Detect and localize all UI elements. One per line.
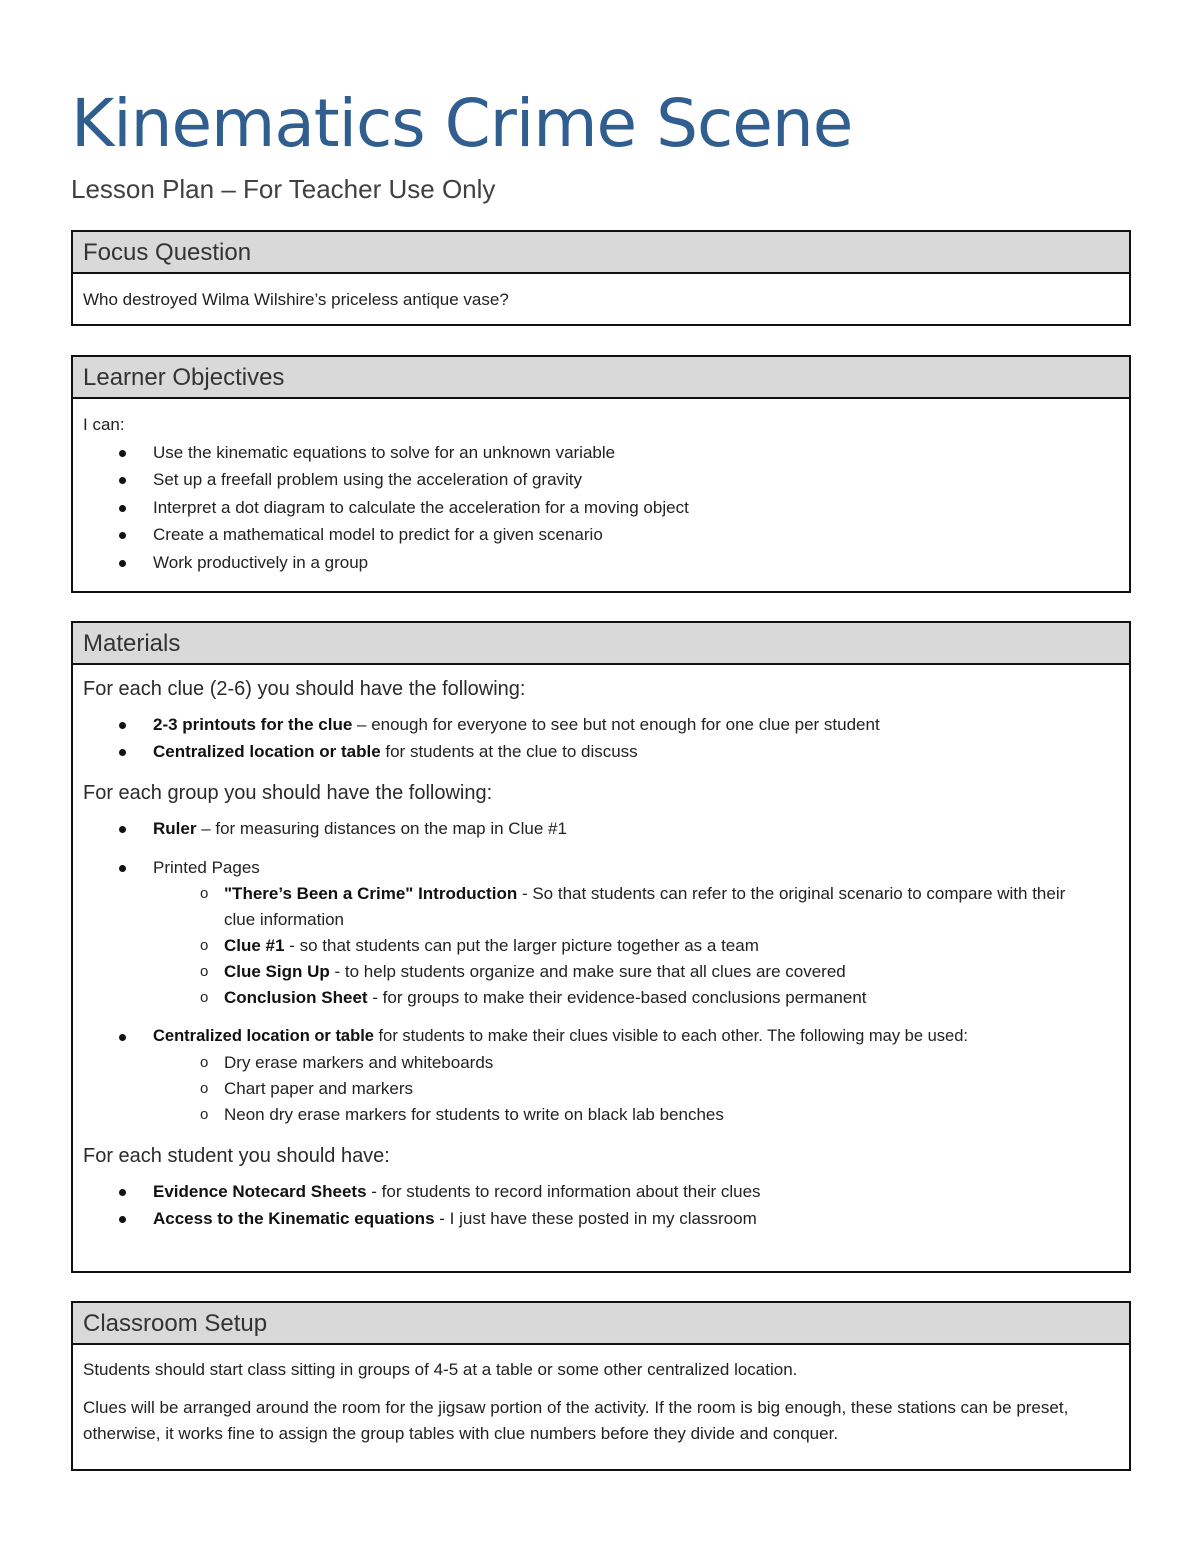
- objective-item: Interpret a dot diagram to calculate the acceleration for a moving object: [83, 494, 1119, 522]
- focus-question-heading: Focus Question: [73, 232, 1129, 274]
- group-materials-list: [83, 815, 1119, 842]
- item-bold-label: "There’s Been a Crime" Introduction: [224, 884, 518, 903]
- sub-list-item: o Neon dry erase markers for students to write on black lab benches: [83, 1102, 1119, 1128]
- item-bold-label: Centralized location or table: [153, 1027, 374, 1045]
- materials-heading: Materials: [73, 623, 1129, 665]
- student-materials-list: [83, 1178, 1119, 1232]
- list-item: [83, 1178, 1119, 1205]
- objective-item: Set up a freefall problem using the acceleration of gravity: [83, 466, 1119, 494]
- document-title: Kinematics Crime Scene: [71, 85, 853, 162]
- group-materials-lead: For each group you should have the following:: [83, 782, 493, 804]
- learner-objectives-section: [71, 355, 1131, 593]
- item-bold-label: Access to the Kinematic equations: [153, 1209, 435, 1228]
- focus-question-section: [71, 230, 1131, 326]
- item-description: for students at the clue to discuss: [380, 742, 638, 761]
- list-item: [83, 1205, 1119, 1232]
- item-description: - to help students organize and make sure that all clues are covered: [329, 962, 846, 981]
- focus-question-text: Who destroyed Wilma Wilshire’s priceless antique vase?: [83, 290, 509, 309]
- item-bold-label: Ruler: [153, 819, 197, 838]
- item-description: – enough for everyone to see but not enough for one clue per student: [352, 715, 880, 734]
- classroom-setup-section: [71, 1301, 1131, 1471]
- printed-pages-list: [83, 854, 1119, 881]
- list-item: [83, 1023, 1119, 1050]
- setup-paragraph-1: Students should start class sitting in groups of 4-5 at a table or some other centralized location.: [83, 1360, 798, 1379]
- objective-item: Create a mathematical model to predict for a given scenario: [83, 521, 1119, 549]
- item-description: - so that students can put the larger picture together as a team: [284, 936, 759, 955]
- item-bold-label: 2-3 printouts for the clue: [153, 715, 353, 734]
- item-description: for students to make their clues visible to each other. The following may be used:: [373, 1027, 968, 1045]
- item-description: - So that students can refer to the original scenario to compare with their clue information: [224, 884, 1066, 929]
- sub-list-item: o Dry erase markers and whiteboards: [83, 1050, 1119, 1076]
- setup-paragraph-2: Clues will be arranged around the room for the jigsaw portion of the activity. If the room is big enough, these stations can be preset, otherwise, it works fine to assign the group tables with clue numbers before they divide and conquer.: [83, 1398, 1069, 1443]
- item-description: - for students to record information about their clues: [366, 1182, 761, 1201]
- list-item: [83, 738, 1119, 765]
- sub-list-item: [83, 985, 1119, 1011]
- list-item: [83, 711, 1119, 738]
- sub-list-item: [83, 933, 1119, 959]
- item-bold-label: Clue #1: [224, 936, 285, 955]
- item-bold-label: Evidence Notecard Sheets: [153, 1182, 367, 1201]
- classroom-setup-heading: Classroom Setup: [73, 1303, 1129, 1345]
- centralized-list: [83, 1023, 1119, 1050]
- printed-pages-label: Printed Pages: [153, 858, 260, 877]
- printed-pages-sublist: [83, 881, 1119, 1011]
- sub-list-item: [83, 881, 1119, 933]
- item-description: - I just have these posted in my classroom: [434, 1209, 757, 1228]
- item-description: – for measuring distances on the map in Clue #1: [196, 819, 567, 838]
- item-bold-label: Conclusion Sheet: [224, 988, 368, 1007]
- learner-objectives-heading: Learner Objectives: [73, 357, 1129, 399]
- sub-list-item: [83, 959, 1119, 985]
- item-bold-label: Centralized location or table: [153, 742, 381, 761]
- clue-materials-list: [83, 711, 1119, 765]
- sub-list-item: o Chart paper and markers: [83, 1076, 1119, 1102]
- list-item: [83, 815, 1119, 842]
- objectives-list: [83, 439, 1119, 577]
- item-bold-label: Clue Sign Up: [224, 962, 330, 981]
- objectives-intro: I can:: [83, 415, 125, 434]
- objective-item: Work productively in a group: [83, 549, 1119, 577]
- student-materials-lead: For each student you should have:: [83, 1145, 390, 1167]
- list-item: [83, 854, 1119, 881]
- centralized-sublist: [83, 1050, 1119, 1128]
- objective-item: Use the kinematic equations to solve for an unknown variable: [83, 439, 1119, 467]
- materials-section: [71, 621, 1131, 1273]
- document-subtitle: Lesson Plan – For Teacher Use Only: [71, 174, 496, 204]
- clue-materials-lead: For each clue (2-6) you should have the following:: [83, 678, 526, 700]
- item-description: - for groups to make their evidence-based conclusions permanent: [367, 988, 867, 1007]
